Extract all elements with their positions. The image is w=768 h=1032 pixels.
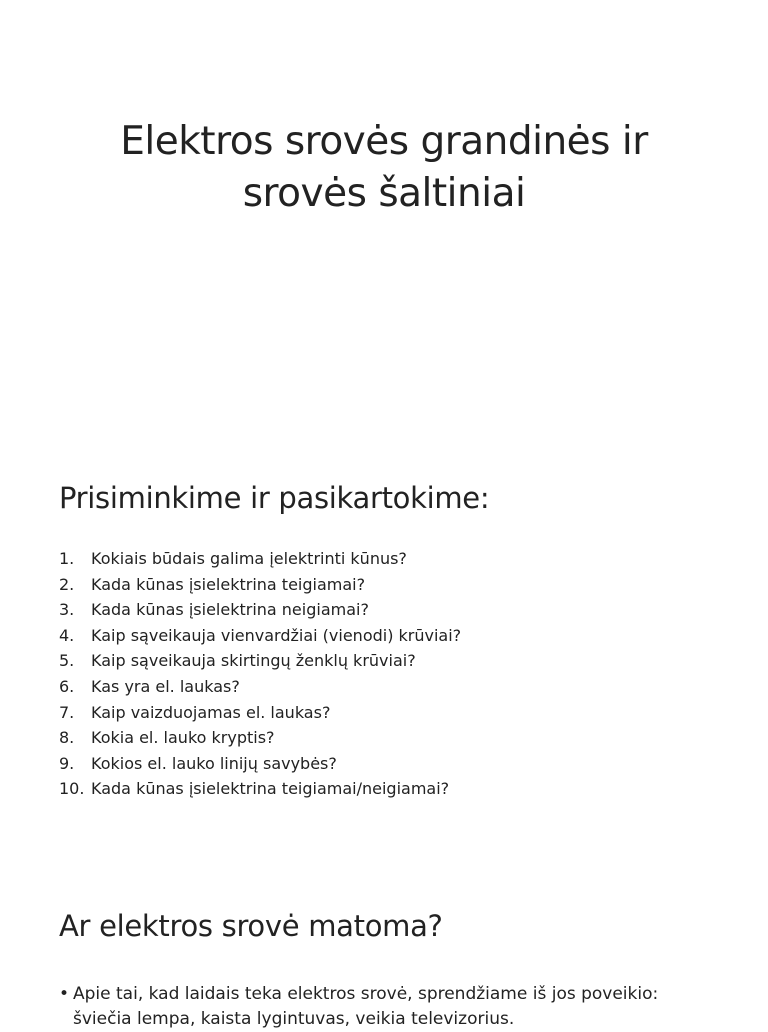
list-item xyxy=(59,546,461,572)
list-item-text: Kaip vaizduojamas el. laukas? xyxy=(91,702,331,722)
title-slide xyxy=(0,0,768,430)
list-item-number: 1. xyxy=(59,549,75,568)
list-item xyxy=(59,725,461,751)
list-item-text: Kokiais būdais galima įelektrinti kūnus? xyxy=(91,549,407,568)
title-line-1: Elektros srovės grandinės ir xyxy=(120,119,648,164)
list-item-number: 10. xyxy=(59,779,85,799)
list-item-number: 8. xyxy=(59,728,75,748)
list-item-text: Kada kūnas įsielektrina neigiamai? xyxy=(91,600,369,620)
question-list xyxy=(59,546,461,802)
list-item xyxy=(59,648,461,674)
list-item-number: 2. xyxy=(59,574,75,594)
review-slide xyxy=(0,430,768,870)
list-item-number: 9. xyxy=(59,753,75,773)
list-item-text: Kokia el. lauko kryptis? xyxy=(91,728,275,748)
list-item xyxy=(59,572,461,598)
bullet-text: Apie tai, kad laidais teka elektros srovė, sprendžiame iš jos poveikio: šviečia lempa, kaista lygintuvas, veikia televizorius. xyxy=(73,984,659,1029)
list-item-number: 7. xyxy=(59,702,75,722)
list-item xyxy=(59,597,461,623)
list-item-number: 6. xyxy=(59,676,75,696)
list-item xyxy=(59,751,461,777)
list-item xyxy=(59,700,461,726)
list-item-number: 4. xyxy=(59,625,75,645)
list-item-number: 3. xyxy=(59,600,75,620)
list-item-text: Kas yra el. laukas? xyxy=(91,676,240,696)
list-item-text: Kokios el. lauko linijų savybės? xyxy=(91,753,337,773)
bullet-icon: • xyxy=(59,984,70,1004)
title-line-2: srovės šaltiniai xyxy=(242,171,526,216)
slide-title xyxy=(40,116,728,220)
review-heading: Prisiminkime ir pasikartokime: xyxy=(59,481,490,515)
list-item xyxy=(59,674,461,700)
list-item-text: Kaip sąveikauja vienvardžiai (vienodi) krūviai? xyxy=(91,625,462,645)
list-item-text: Kada kūnas įsielektrina teigiamai? xyxy=(91,574,366,594)
list-item xyxy=(59,623,461,649)
list-item-text: Kaip sąveikauja skirtingų ženklų krūviai? xyxy=(91,651,416,671)
list-item-number: 5. xyxy=(59,651,75,671)
visible-current-heading: Ar elektros srovė matoma? xyxy=(59,909,443,943)
list-item xyxy=(59,776,461,802)
bullet-paragraph xyxy=(59,982,719,1032)
visible-current-slide xyxy=(0,870,768,1029)
list-item-text: Kada kūnas įsielektrina teigiamai/neigiamai? xyxy=(91,779,450,799)
